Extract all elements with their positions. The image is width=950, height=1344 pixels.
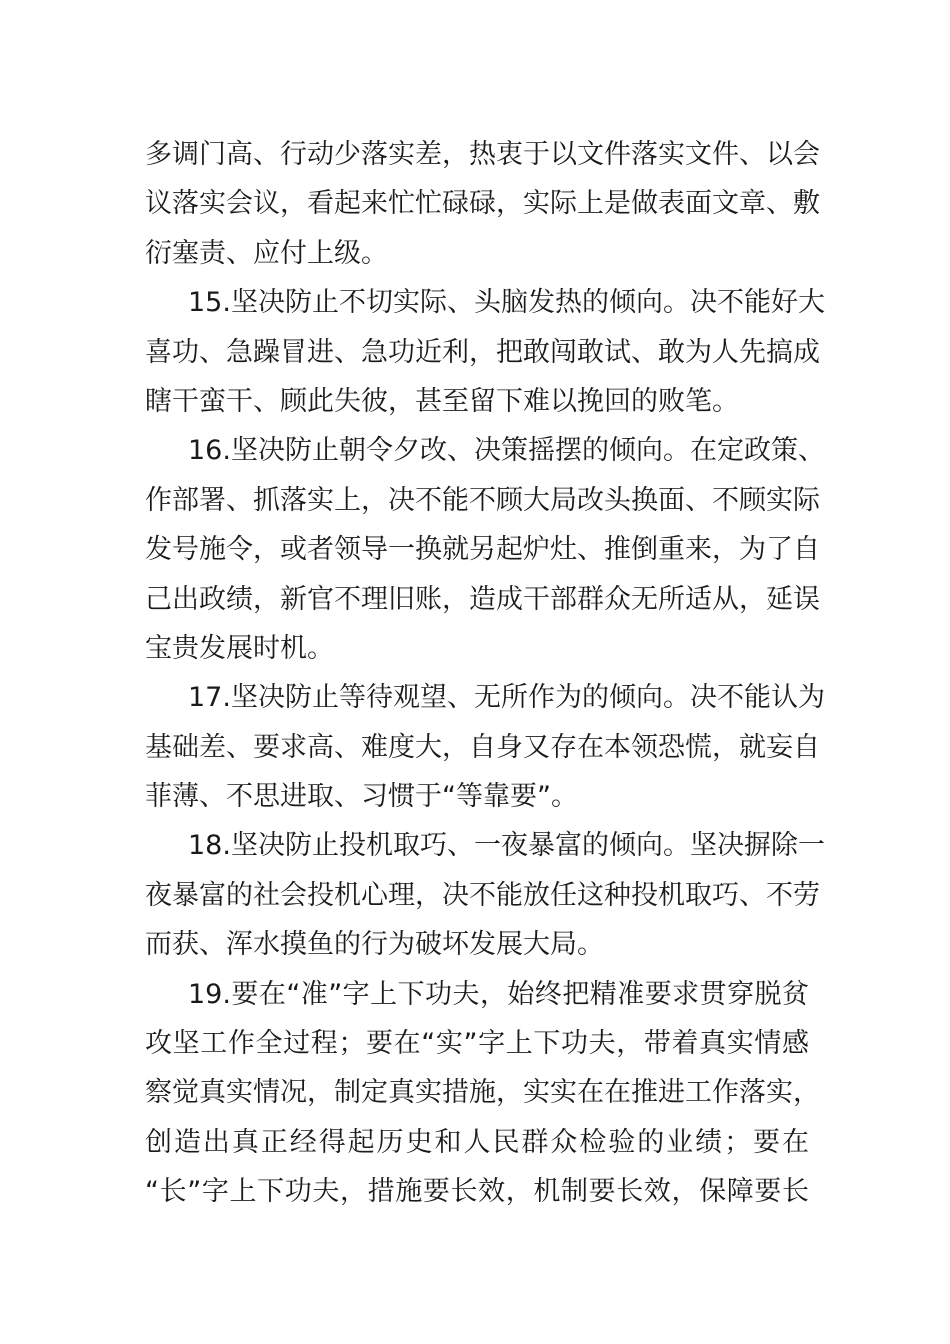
text-line: 衍塞责、应付上级。 — [145, 237, 388, 269]
text-line: 瞎干蛮干、顾此失彼，甚至留下难以挽回的败笔。 — [145, 385, 739, 417]
text-line: 19.要在“准”字上下功夫，始终把精准要求贯穿脱贫 — [188, 978, 809, 1010]
text-line: 己出政绩，新官不理旧账，造成干部群众无所适从，延误 — [145, 583, 820, 615]
text-line: 喜功、急躁冒进、急功近利，把敢闯敢试、敢为人先搞成 — [145, 336, 820, 368]
paragraph-16 — [145, 426, 825, 673]
text-line: “长”字上下功夫，措施要长效，机制要长效，保障要长 — [145, 1176, 809, 1208]
text-line: 菲薄、不思进取、习惯于“等靠要”。 — [145, 781, 578, 813]
paragraph-17 — [145, 673, 825, 821]
paragraph-19 — [145, 970, 820, 1217]
text-line: 17.坚决防止等待观望、无所作为的倾向。决不能认为 — [188, 682, 825, 714]
text-line: 察觉真实情况，制定真实措施，实实在在推进工作落实， — [145, 1077, 820, 1109]
text-line: 夜暴富的社会投机心理，决不能放任这种投机取巧、不劳 — [145, 879, 820, 911]
paragraph-18 — [145, 821, 825, 969]
text-line: 而获、浑水摸鱼的行为破坏发展大局。 — [145, 929, 604, 961]
text-line: 创造出真正经得起历史和人民群众检验的业绩；要在 — [145, 1126, 809, 1158]
text-line: 16.坚决防止朝令夕改、决策摇摆的倾向。在定政策、 — [188, 435, 825, 467]
paragraph-15 — [145, 278, 825, 426]
text-line: 18.坚决防止投机取巧、一夜暴富的倾向。坚决摒除一 — [188, 830, 825, 862]
text-line: 议落实会议，看起来忙忙碌碌，实际上是做表面文章、敷 — [145, 188, 820, 220]
text-line: 多调门高、行动少落实差，热衷于以文件落实文件、以会 — [145, 139, 820, 170]
text-line: 攻坚工作全过程；要在“实”字上下功夫，带着真实情感 — [145, 1028, 809, 1060]
text-line: 15.坚决防止不切实际、头脑发热的倾向。决不能好大 — [188, 287, 825, 319]
paragraph-14-continuation — [145, 130, 820, 278]
text-line: 基础差、要求高、难度大，自身又存在本领恐慌，就妄自 — [145, 731, 820, 763]
text-line: 作部署、抓落实上，决不能不顾大局改头换面、不顾实际 — [145, 484, 820, 516]
text-line: 发号施令，或者领导一换就另起炉灶、推倒重来，为了自 — [145, 534, 820, 566]
text-line: 宝贵发展时机。 — [145, 632, 334, 664]
document-body — [145, 130, 825, 1217]
